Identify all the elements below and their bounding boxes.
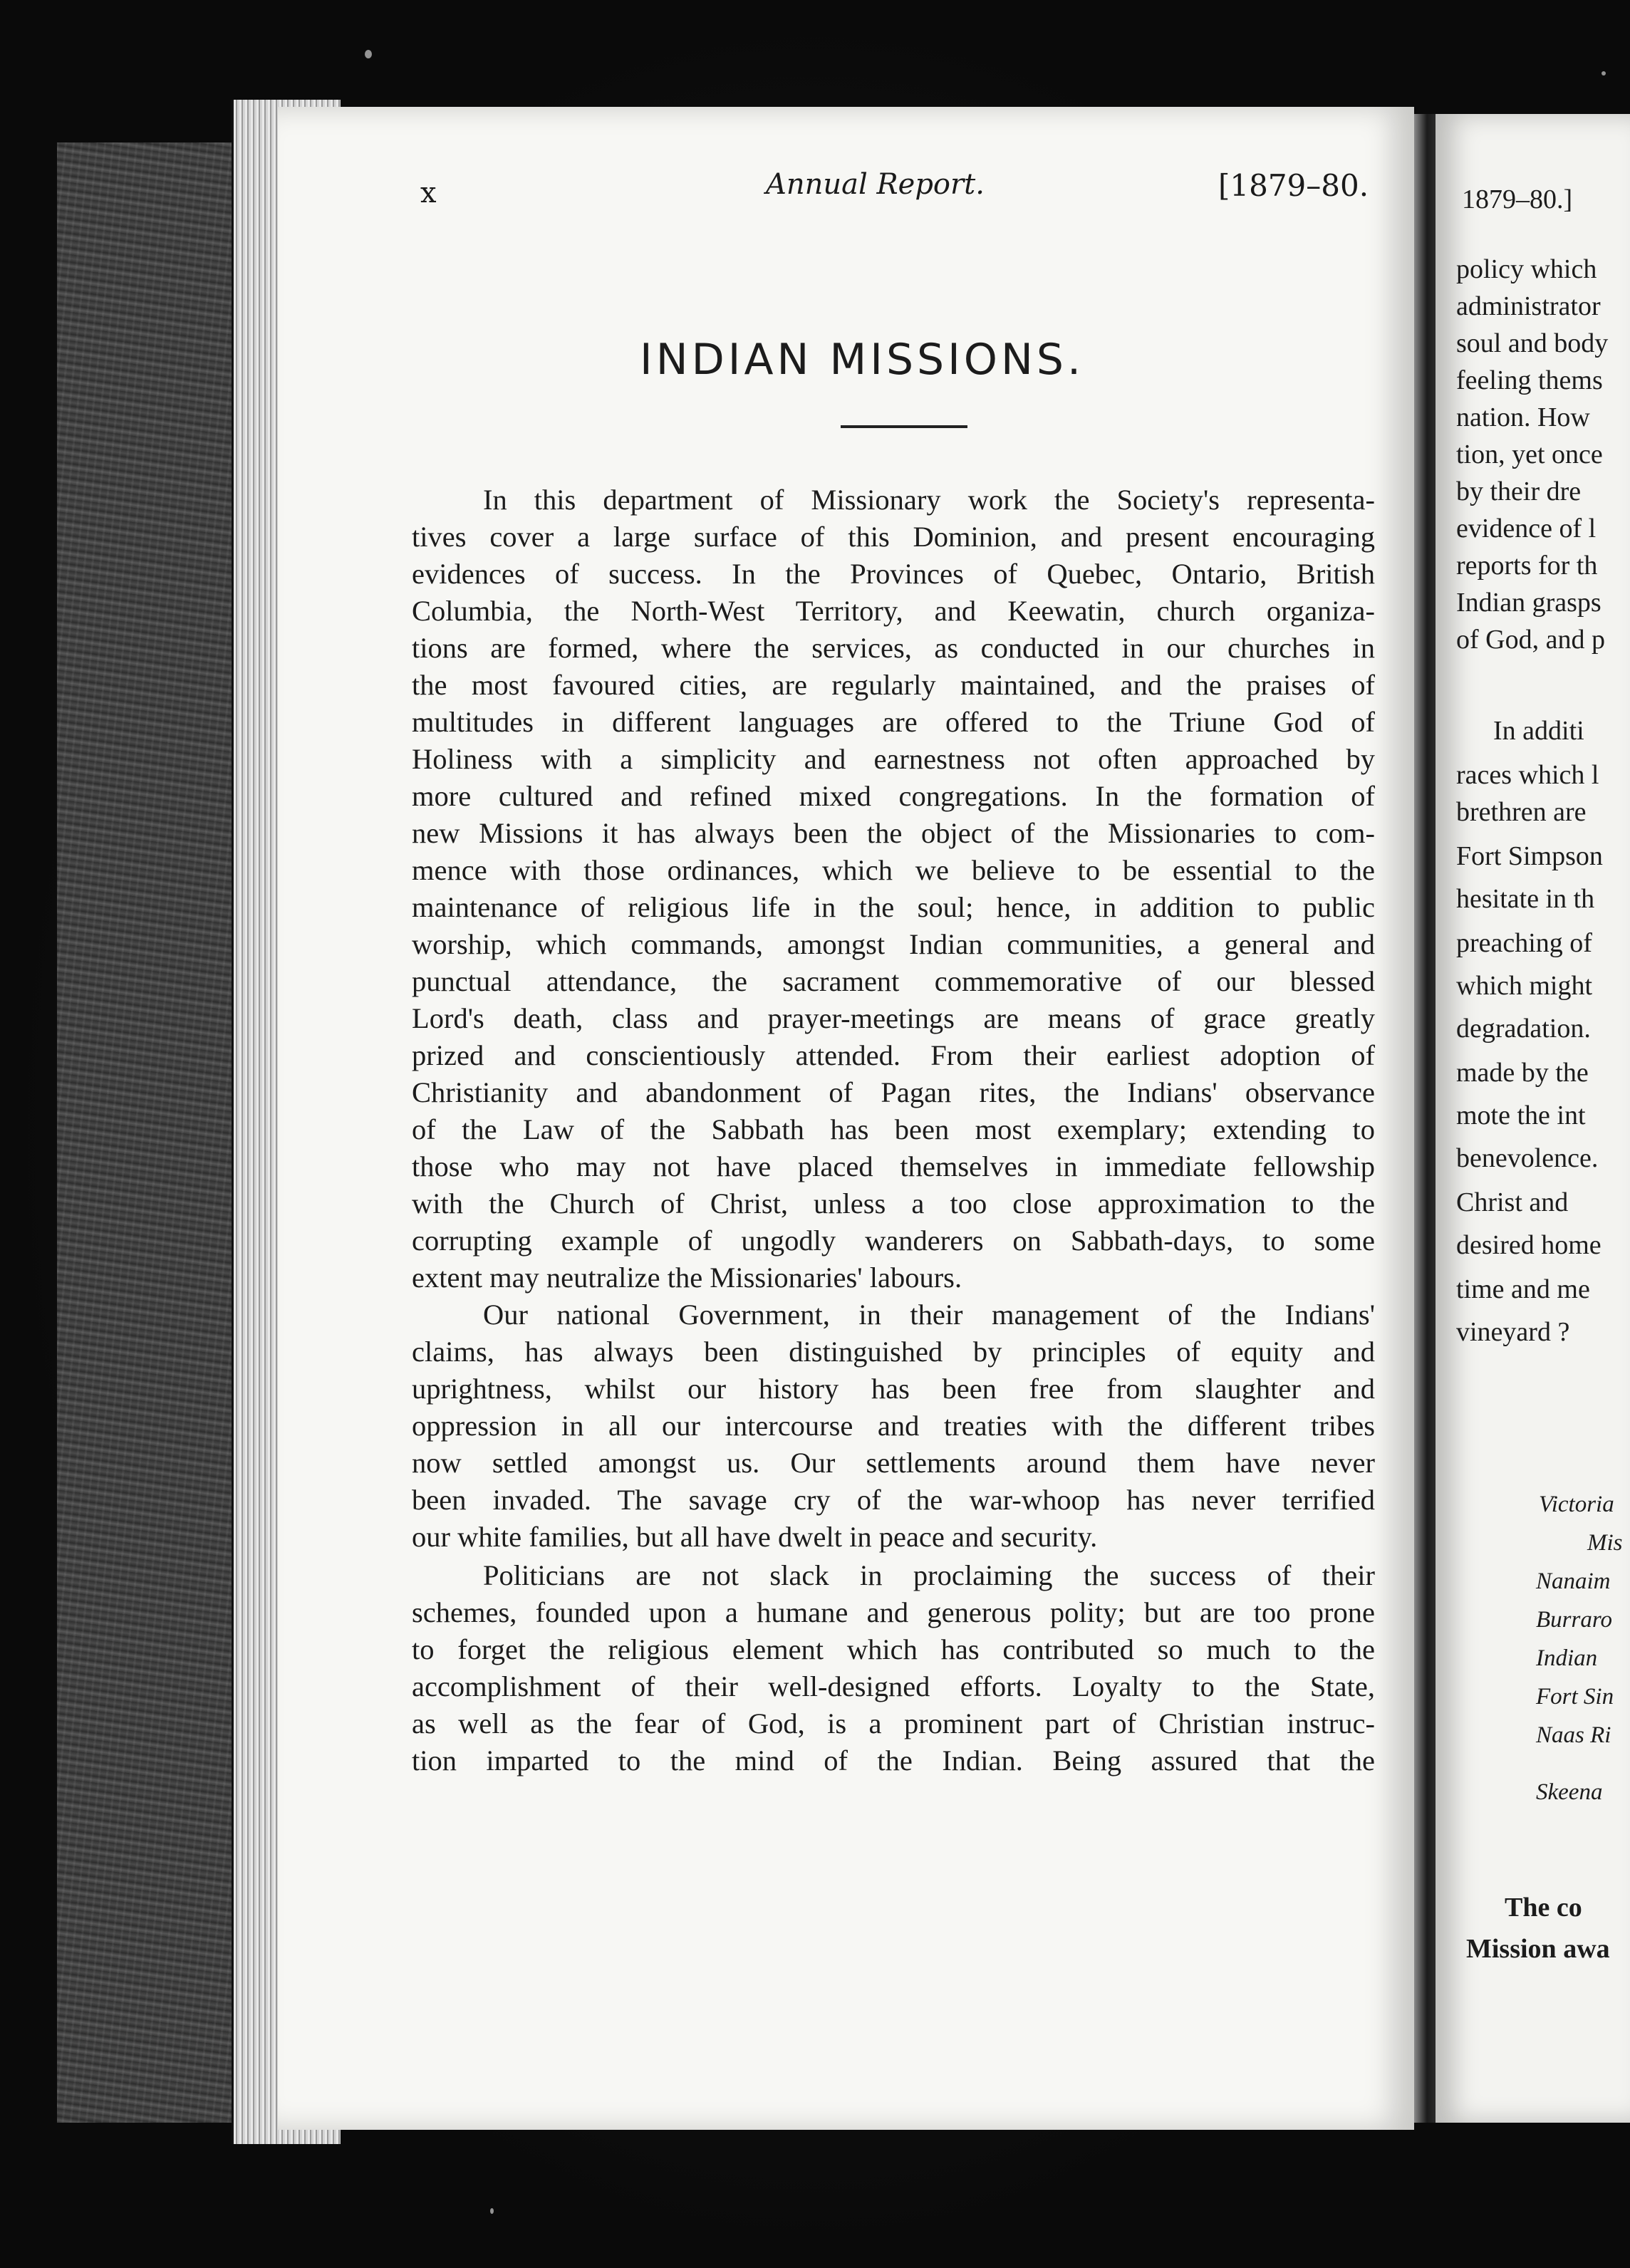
right-text-line: Christ and (1456, 1187, 1569, 1217)
right-text-line: nation. How (1456, 402, 1590, 432)
right-text-line: Fort Simpson (1456, 841, 1603, 871)
text-line: of the Law of the Sabbath has been most exemplary; extending to (412, 1113, 1375, 1145)
text-line: oppression in all our intercourse and treaties with the different tribes (412, 1410, 1375, 1442)
right-footer-line: The co (1505, 1893, 1582, 1923)
right-text-line: In additi (1493, 716, 1584, 746)
text-line: accomplishment of their well-designed efforts. Loyalty to the State, (412, 1670, 1375, 1702)
text-line: now settled amongst us. Our settlements around them have never (412, 1447, 1375, 1479)
film-speck (1602, 71, 1606, 76)
text-line: been invaded. The savage cry of the war-whoop has never terrified (412, 1484, 1375, 1516)
text-line: Christianity and abandonment of Pagan rites, the Indians' observance (412, 1076, 1375, 1108)
text-line: extent may neutralize the Missionaries' labours. (412, 1262, 962, 1294)
text-line: Holiness with a simplicity and earnestness not often approached by (412, 743, 1375, 775)
marbled-page-edge (57, 142, 233, 2123)
text-line: multitudes in different languages are offered to the Triune God of (412, 706, 1375, 738)
text-line: evidences of success. In the Provinces of Quebec, Ontario, British (412, 558, 1375, 590)
film-speck (365, 50, 372, 58)
text-line: schemes, founded upon a humane and generous polity; but are too prone (412, 1596, 1375, 1628)
text-line: those who may not have placed themselves in immediate fellowship (412, 1150, 1375, 1182)
right-text-line: which might (1456, 971, 1593, 1001)
text-line: to forget the religious element which has contributed so much to the (412, 1633, 1375, 1665)
running-title: Annual Report. (766, 168, 985, 201)
station-name: Burraro (1536, 1607, 1612, 1633)
station-name: Mis (1587, 1530, 1623, 1556)
text-line: Politicians are not slack in proclaiming the success of their (483, 1559, 1375, 1591)
station-name: Skeena (1536, 1779, 1603, 1805)
right-text-line: of God, and p (1456, 625, 1605, 655)
right-text-line: brethren are (1456, 797, 1587, 827)
right-text-line: vineyard ? (1456, 1317, 1570, 1347)
page-folio: x (420, 177, 437, 209)
right-text-line: hesitate in th (1456, 884, 1595, 914)
text-line: tion imparted to the mind of the Indian. Being assured that the (412, 1744, 1375, 1777)
text-line: Columbia, the North-West Territory, and Keewatin, church organiza- (412, 595, 1375, 627)
text-line: maintenance of religious life in the soul; hence, in addition to public (412, 891, 1375, 923)
station-name: Nanaim (1536, 1569, 1611, 1594)
text-line: as well as the fear of God, is a prominent part of Christian instruc- (412, 1707, 1375, 1739)
station-name: Naas Ri (1536, 1722, 1611, 1748)
right-text-line: reports for th (1456, 551, 1598, 581)
text-line: more cultured and refined mixed congregations. In the formation of (412, 780, 1375, 812)
right-text-line: feeling thems (1456, 365, 1603, 395)
text-line: claims, has always been distinguished by principles of equity and (412, 1336, 1375, 1368)
station-name: Fort Sin (1536, 1684, 1614, 1710)
right-text-line: made by the (1456, 1058, 1589, 1088)
text-line: new Missions it has always been the object of the Missionaries to com- (412, 817, 1375, 849)
text-line: tions are formed, where the services, as conducted in our churches in (412, 632, 1375, 664)
text-line: Our national Government, in their management of the Indians' (483, 1299, 1375, 1331)
right-footer-line: Mission awa (1466, 1934, 1610, 1964)
right-text-line: benevolence. (1456, 1143, 1599, 1173)
text-line: corrupting example of ungodly wanderers on Sabbath-days, to some (412, 1224, 1375, 1257)
running-years: [1879–80. (1218, 168, 1369, 203)
station-name: Victoria (1539, 1492, 1614, 1517)
text-line: prized and conscientiously attended. From their earliest adoption of (412, 1039, 1375, 1071)
right-text-line: time and me (1456, 1274, 1590, 1304)
text-line: tives cover a large surface of this Dominion, and present encouraging (412, 521, 1375, 553)
text-line: Lord's death, class and prayer-meetings are means of grace greatly (412, 1002, 1375, 1034)
section-title: INDIAN MISSIONS. (640, 335, 1085, 385)
text-line: with the Church of Christ, unless a too close approximation to the (412, 1187, 1375, 1219)
text-line: mence with those ordinances, which we believe to be essential to the (412, 854, 1375, 886)
title-rule (841, 425, 967, 428)
text-line: uprightness, whilst our history has been free from slaughter and (412, 1373, 1375, 1405)
right-text-line: mote the int (1456, 1101, 1586, 1130)
text-line: our white families, but all have dwelt in peace and security. (412, 1521, 1098, 1553)
right-text-line: soul and body (1456, 328, 1609, 358)
book-gutter (1414, 114, 1436, 2123)
right-text-line: administrator (1456, 291, 1601, 321)
station-name: Indian (1536, 1645, 1598, 1671)
right-text-line: Indian grasps (1456, 588, 1602, 618)
text-line: worship, which commands, amongst Indian communities, a general and (412, 928, 1375, 960)
film-speck (490, 2208, 494, 2214)
right-text-line: tion, yet once (1456, 439, 1603, 469)
right-text-line: by their dre (1456, 477, 1582, 506)
right-page-years: 1879–80.] (1462, 184, 1573, 214)
right-text-line: degradation. (1456, 1014, 1591, 1044)
right-text-line: policy which (1456, 254, 1597, 284)
text-line: punctual attendance, the sacrament commemorative of our blessed (412, 965, 1375, 997)
right-text-line: desired home (1456, 1230, 1602, 1260)
right-text-line: evidence of l (1456, 514, 1597, 543)
text-line: the most favoured cities, are regularly maintained, and the praises of (412, 669, 1375, 701)
text-line: In this department of Missionary work the Society's representa- (483, 484, 1375, 516)
right-text-line: preaching of (1456, 928, 1592, 958)
right-text-line: races which l (1456, 760, 1599, 790)
